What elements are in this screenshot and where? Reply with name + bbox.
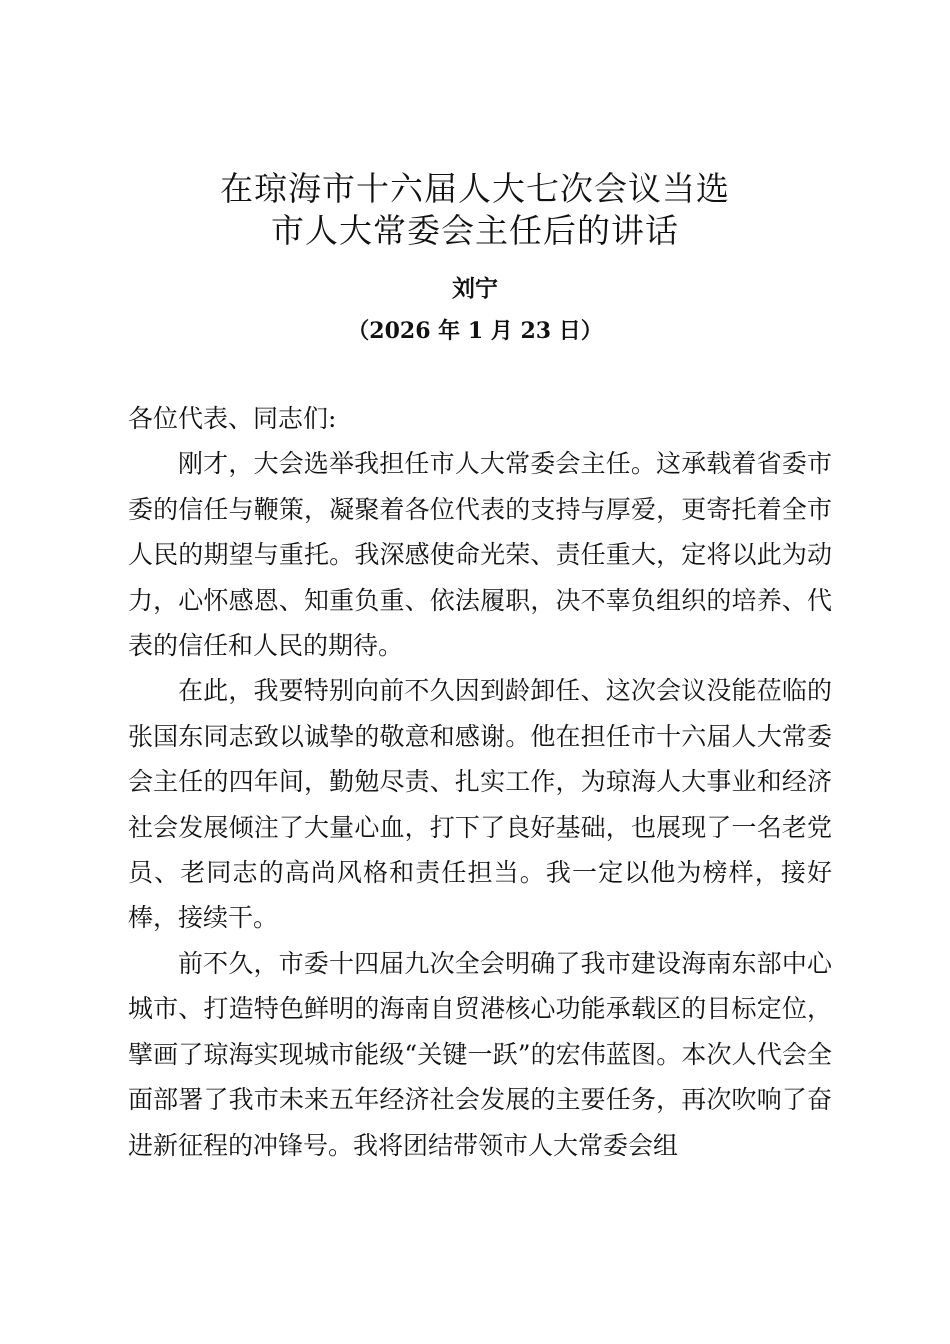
salutation: 各位代表、同志们: [128,404,337,433]
document-title [0,168,950,252]
paragraph: 刚才，大会选举我担任市人大常委会主任。这承载着省委市委的信任与鞭策，凝聚着各位代表的支持与厚爱，更寄托着全市人民的期望与重托。我深感使命光荣、责任重大，定将以此为动力，心怀感恩、知重负重、依法履职，决不辜负组织的培养、代表的信任和人民的期待。 [128,449,832,661]
paragraph: 前不久，市委十四届九次全会明确了我市建设海南东部中心城市、打造特色鲜明的海南自贸港核心功能承载区的目标定位，擘画了琼海实现城市能级“关键一跃”的宏伟蓝图。本次人代会全面部署了我市未来五年经济社会发展的主要任务，再次吹响了奋进新征程的冲锋号。我将团结带领市人大常委会组 [128,948,832,1160]
speech-body [128,396,832,1168]
paragraph: 在此，我要特别向前不久因到龄卸任、这次会议没能莅临的张国东同志致以诚挚的敬意和感谢。他在担任市十六届人大常委会主任的四年间，勤勉尽责、扎实工作，为琼海人大事业和经济社会发展倾注了大量心血，打下了良好基础，也展现了一名老党员、老同志的高尚风格和责任担当。我一定以他为榜样，接好棒，接续干。 [128,676,832,933]
title-line-1: 在琼海市十六届人大七次会议当选 [220,169,730,208]
speech-date: （2026 年 1 月 23 日） [347,318,603,344]
author-name: 刘宁 [452,275,498,302]
title-line-2: 市人大常委会主任后的讲话 [271,211,679,250]
